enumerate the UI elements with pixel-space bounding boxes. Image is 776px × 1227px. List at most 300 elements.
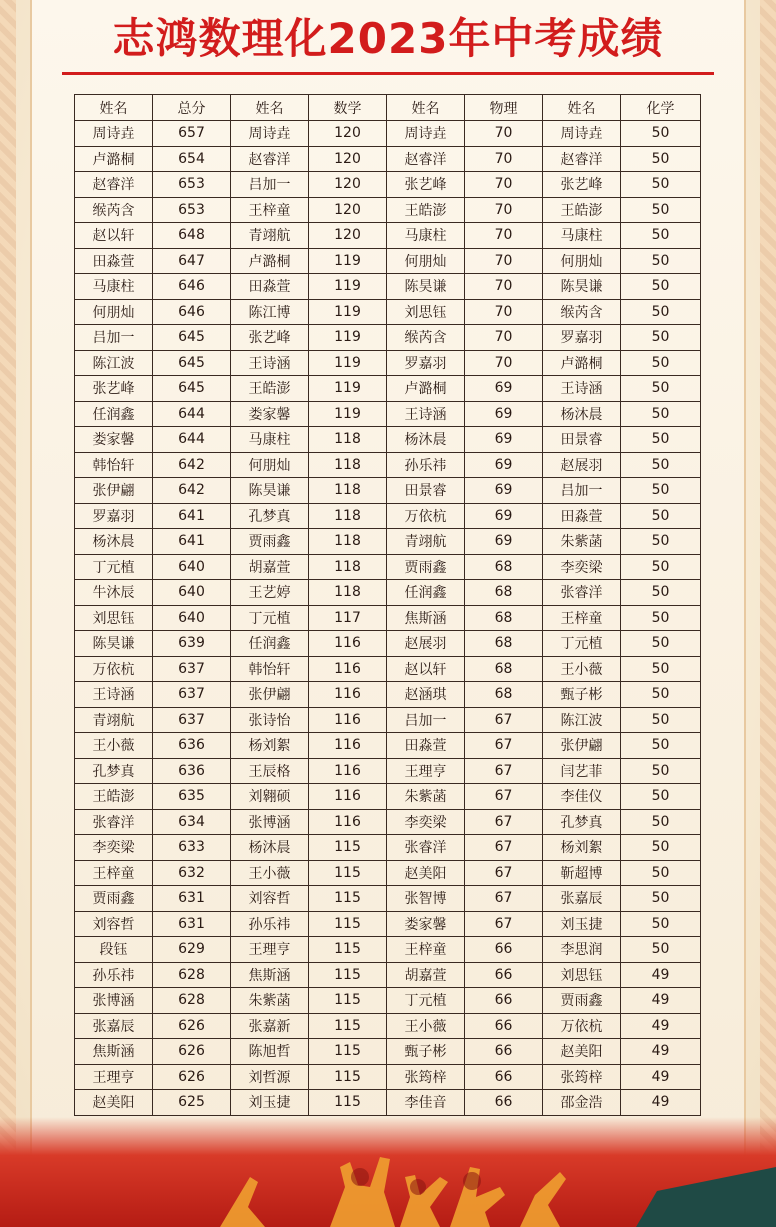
student-name-cell: 青翊航 <box>231 223 309 249</box>
table-row <box>75 784 701 810</box>
score-cell: 645 <box>153 376 231 402</box>
table-row <box>75 554 701 580</box>
student-name-cell: 张艺峰 <box>387 172 465 198</box>
score-cell: 642 <box>153 478 231 504</box>
score-cell: 118 <box>309 452 387 478</box>
student-name-cell: 任润鑫 <box>231 631 309 657</box>
score-cell: 647 <box>153 248 231 274</box>
student-name-cell: 刘思钰 <box>543 962 621 988</box>
table-row <box>75 299 701 325</box>
student-name-cell: 段钰 <box>75 937 153 963</box>
student-name-cell: 王小薇 <box>543 656 621 682</box>
table-row <box>75 809 701 835</box>
student-name-cell: 王梓童 <box>543 605 621 631</box>
score-cell: 635 <box>153 784 231 810</box>
student-name-cell: 田淼萱 <box>387 733 465 759</box>
score-cell: 50 <box>621 248 701 274</box>
score-cell: 645 <box>153 350 231 376</box>
student-name-cell: 吕加一 <box>75 325 153 351</box>
table-row <box>75 1039 701 1065</box>
student-name-cell: 赵睿洋 <box>75 172 153 198</box>
student-name-cell: 孙乐祎 <box>231 911 309 937</box>
score-cell: 115 <box>309 860 387 886</box>
table-row <box>75 962 701 988</box>
student-name-cell: 陈江博 <box>231 299 309 325</box>
student-name-cell: 张博涵 <box>231 809 309 835</box>
score-cell: 67 <box>465 758 543 784</box>
student-name-cell: 赵涵琪 <box>387 682 465 708</box>
right-border-decoration <box>760 0 776 1227</box>
score-cell: 640 <box>153 605 231 631</box>
score-cell: 641 <box>153 503 231 529</box>
score-cell: 67 <box>465 860 543 886</box>
student-name-cell: 王小薇 <box>387 1013 465 1039</box>
score-cell: 642 <box>153 452 231 478</box>
score-cell: 68 <box>465 605 543 631</box>
student-name-cell: 贾雨鑫 <box>543 988 621 1014</box>
score-cell: 657 <box>153 121 231 147</box>
score-cell: 641 <box>153 529 231 555</box>
student-name-cell: 周诗垚 <box>543 121 621 147</box>
score-cell: 50 <box>621 274 701 300</box>
student-name-cell: 罗嘉羽 <box>75 503 153 529</box>
score-cell: 68 <box>465 682 543 708</box>
score-cell: 115 <box>309 988 387 1014</box>
student-name-cell: 万依杭 <box>75 656 153 682</box>
student-name-cell: 张伊翩 <box>543 733 621 759</box>
score-cell: 117 <box>309 605 387 631</box>
table-row <box>75 350 701 376</box>
table-row <box>75 503 701 529</box>
student-name-cell: 丁元植 <box>387 988 465 1014</box>
student-name-cell: 张嘉辰 <box>75 1013 153 1039</box>
score-cell: 67 <box>465 835 543 861</box>
student-name-cell: 罗嘉羽 <box>543 325 621 351</box>
score-cell: 50 <box>621 452 701 478</box>
student-name-cell: 王诗涵 <box>231 350 309 376</box>
score-cell: 646 <box>153 274 231 300</box>
score-cell: 67 <box>465 784 543 810</box>
student-name-cell: 赵睿洋 <box>543 146 621 172</box>
table-row <box>75 937 701 963</box>
student-name-cell: 胡嘉萱 <box>387 962 465 988</box>
score-cell: 50 <box>621 580 701 606</box>
student-name-cell: 张博涵 <box>75 988 153 1014</box>
score-cell: 115 <box>309 1090 387 1116</box>
score-cell: 50 <box>621 937 701 963</box>
table-row <box>75 248 701 274</box>
student-name-cell: 王皓澎 <box>75 784 153 810</box>
score-cell: 49 <box>621 1064 701 1090</box>
score-cell: 118 <box>309 554 387 580</box>
student-name-cell: 吕加一 <box>231 172 309 198</box>
student-name-cell: 青翊航 <box>387 529 465 555</box>
score-cell: 69 <box>465 452 543 478</box>
table-row <box>75 146 701 172</box>
student-name-cell: 杨沐晨 <box>543 401 621 427</box>
student-name-cell: 赵睿洋 <box>231 146 309 172</box>
score-cell: 654 <box>153 146 231 172</box>
table-row <box>75 427 701 453</box>
score-cell: 115 <box>309 886 387 912</box>
table-row <box>75 988 701 1014</box>
student-name-cell: 卢潞桐 <box>231 248 309 274</box>
table-row <box>75 478 701 504</box>
score-cell: 69 <box>465 529 543 555</box>
student-name-cell: 王小薇 <box>231 860 309 886</box>
student-name-cell: 朱紫菡 <box>231 988 309 1014</box>
score-cell: 50 <box>621 631 701 657</box>
score-cell: 119 <box>309 350 387 376</box>
student-name-cell: 刘容哲 <box>75 911 153 937</box>
score-cell: 70 <box>465 248 543 274</box>
student-name-cell: 刘玉捷 <box>543 911 621 937</box>
score-cell: 653 <box>153 172 231 198</box>
score-cell: 645 <box>153 325 231 351</box>
student-name-cell: 卢潞桐 <box>75 146 153 172</box>
score-cell: 637 <box>153 707 231 733</box>
score-cell: 118 <box>309 580 387 606</box>
student-name-cell: 缑芮含 <box>387 325 465 351</box>
student-name-cell: 韩怡轩 <box>231 656 309 682</box>
student-name-cell: 刘玉捷 <box>231 1090 309 1116</box>
table-row <box>75 274 701 300</box>
score-cell: 50 <box>621 605 701 631</box>
table-row <box>75 733 701 759</box>
student-name-cell: 周诗垚 <box>231 121 309 147</box>
table-row <box>75 172 701 198</box>
table-row <box>75 401 701 427</box>
score-cell: 66 <box>465 1039 543 1065</box>
column-header: 姓名 <box>75 95 153 121</box>
score-cell: 50 <box>621 835 701 861</box>
student-name-cell: 丁元植 <box>75 554 153 580</box>
student-name-cell: 田景睿 <box>387 478 465 504</box>
score-cell: 69 <box>465 376 543 402</box>
student-name-cell: 李奕梁 <box>543 554 621 580</box>
score-cell: 115 <box>309 1013 387 1039</box>
score-cell: 50 <box>621 682 701 708</box>
table-row <box>75 121 701 147</box>
score-cell: 120 <box>309 121 387 147</box>
score-cell: 653 <box>153 197 231 223</box>
student-name-cell: 任润鑫 <box>75 401 153 427</box>
student-name-cell: 刘思钰 <box>75 605 153 631</box>
student-name-cell: 张艺峰 <box>231 325 309 351</box>
score-cell: 50 <box>621 223 701 249</box>
score-cell: 116 <box>309 809 387 835</box>
student-name-cell: 杨刘絮 <box>543 835 621 861</box>
score-table <box>74 94 701 1116</box>
score-cell: 640 <box>153 580 231 606</box>
score-cell: 70 <box>465 350 543 376</box>
score-cell: 68 <box>465 656 543 682</box>
score-cell: 50 <box>621 121 701 147</box>
table-body <box>75 121 701 1116</box>
score-cell: 50 <box>621 784 701 810</box>
student-name-cell: 王皓澎 <box>543 197 621 223</box>
score-cell: 50 <box>621 325 701 351</box>
student-name-cell: 刘哲源 <box>231 1064 309 1090</box>
column-header: 化学 <box>621 95 701 121</box>
score-cell: 70 <box>465 223 543 249</box>
score-cell: 632 <box>153 860 231 886</box>
student-name-cell: 张智博 <box>387 886 465 912</box>
student-name-cell: 王诗涵 <box>543 376 621 402</box>
student-name-cell: 何朋灿 <box>543 248 621 274</box>
score-cell: 69 <box>465 503 543 529</box>
score-cell: 69 <box>465 401 543 427</box>
score-cell: 625 <box>153 1090 231 1116</box>
student-name-cell: 杨沐晨 <box>75 529 153 555</box>
student-name-cell: 孔梦真 <box>231 503 309 529</box>
score-cell: 50 <box>621 503 701 529</box>
score-cell: 120 <box>309 146 387 172</box>
student-name-cell: 卢潞桐 <box>543 350 621 376</box>
student-name-cell: 王辰格 <box>231 758 309 784</box>
student-name-cell: 焦斯涵 <box>231 962 309 988</box>
score-cell: 644 <box>153 427 231 453</box>
student-name-cell: 张伊翩 <box>75 478 153 504</box>
table-row <box>75 656 701 682</box>
student-name-cell: 邵金浩 <box>543 1090 621 1116</box>
student-name-cell: 杨沐晨 <box>231 835 309 861</box>
score-cell: 66 <box>465 1090 543 1116</box>
score-cell: 70 <box>465 197 543 223</box>
score-cell: 119 <box>309 376 387 402</box>
score-cell: 119 <box>309 401 387 427</box>
student-name-cell: 孔梦真 <box>75 758 153 784</box>
student-name-cell: 赵以轩 <box>75 223 153 249</box>
score-cell: 70 <box>465 274 543 300</box>
score-cell: 115 <box>309 911 387 937</box>
student-name-cell: 王诗涵 <box>75 682 153 708</box>
student-name-cell: 赵美阳 <box>75 1090 153 1116</box>
score-cell: 628 <box>153 988 231 1014</box>
table-row <box>75 1013 701 1039</box>
score-cell: 50 <box>621 401 701 427</box>
student-name-cell: 孙乐祎 <box>75 962 153 988</box>
student-name-cell: 赵展羽 <box>387 631 465 657</box>
score-cell: 50 <box>621 707 701 733</box>
student-name-cell: 张嘉辰 <box>543 886 621 912</box>
student-name-cell: 张嘉新 <box>231 1013 309 1039</box>
score-cell: 49 <box>621 962 701 988</box>
score-cell: 67 <box>465 707 543 733</box>
student-name-cell: 娄家馨 <box>231 401 309 427</box>
student-name-cell: 王皓澎 <box>231 376 309 402</box>
score-cell: 639 <box>153 631 231 657</box>
student-name-cell: 王梓童 <box>75 860 153 886</box>
student-name-cell: 王小薇 <box>75 733 153 759</box>
student-name-cell: 贾雨鑫 <box>387 554 465 580</box>
score-cell: 120 <box>309 197 387 223</box>
student-name-cell: 王艺婷 <box>231 580 309 606</box>
score-cell: 115 <box>309 1039 387 1065</box>
score-cell: 67 <box>465 886 543 912</box>
score-cell: 49 <box>621 988 701 1014</box>
score-cell: 626 <box>153 1013 231 1039</box>
column-header: 数学 <box>309 95 387 121</box>
score-cell: 50 <box>621 146 701 172</box>
table-row <box>75 707 701 733</box>
score-cell: 636 <box>153 733 231 759</box>
student-name-cell: 张睿洋 <box>387 835 465 861</box>
score-cell: 50 <box>621 478 701 504</box>
student-name-cell: 赵美阳 <box>387 860 465 886</box>
score-cell: 644 <box>153 401 231 427</box>
table-row <box>75 580 701 606</box>
student-name-cell: 李佳音 <box>387 1090 465 1116</box>
score-cell: 628 <box>153 962 231 988</box>
score-cell: 626 <box>153 1064 231 1090</box>
score-cell: 120 <box>309 172 387 198</box>
score-cell: 50 <box>621 656 701 682</box>
score-cell: 68 <box>465 554 543 580</box>
column-header: 总分 <box>153 95 231 121</box>
score-cell: 50 <box>621 376 701 402</box>
student-name-cell: 田淼萱 <box>75 248 153 274</box>
student-name-cell: 胡嘉萱 <box>231 554 309 580</box>
student-name-cell: 吕加一 <box>387 707 465 733</box>
student-name-cell: 马康柱 <box>75 274 153 300</box>
score-cell: 116 <box>309 733 387 759</box>
table-row <box>75 1064 701 1090</box>
score-cell: 118 <box>309 427 387 453</box>
score-cell: 49 <box>621 1090 701 1116</box>
score-cell: 66 <box>465 988 543 1014</box>
score-cell: 633 <box>153 835 231 861</box>
score-cell: 67 <box>465 733 543 759</box>
table-row <box>75 452 701 478</box>
student-name-cell: 任润鑫 <box>387 580 465 606</box>
student-name-cell: 丁元植 <box>231 605 309 631</box>
table-row <box>75 197 701 223</box>
score-cell: 50 <box>621 172 701 198</box>
title-underline <box>62 72 714 75</box>
score-cell: 50 <box>621 733 701 759</box>
table-row <box>75 860 701 886</box>
student-name-cell: 万依杭 <box>387 503 465 529</box>
score-cell: 50 <box>621 529 701 555</box>
score-cell: 116 <box>309 656 387 682</box>
score-cell: 66 <box>465 962 543 988</box>
score-cell: 50 <box>621 554 701 580</box>
score-cell: 66 <box>465 937 543 963</box>
score-cell: 50 <box>621 197 701 223</box>
table-row <box>75 529 701 555</box>
table-row <box>75 605 701 631</box>
score-cell: 69 <box>465 427 543 453</box>
student-name-cell: 万依杭 <box>543 1013 621 1039</box>
table-row <box>75 223 701 249</box>
student-name-cell: 何朋灿 <box>75 299 153 325</box>
student-name-cell: 吕加一 <box>543 478 621 504</box>
student-name-cell: 甄子彬 <box>543 682 621 708</box>
score-cell: 119 <box>309 325 387 351</box>
student-name-cell: 王理亨 <box>387 758 465 784</box>
student-name-cell: 丁元植 <box>543 631 621 657</box>
student-name-cell: 焦斯涵 <box>75 1039 153 1065</box>
student-name-cell: 陈昊谦 <box>75 631 153 657</box>
poster-title: 志鸿数理化2023年中考成绩 <box>112 14 664 63</box>
student-name-cell: 陈旭哲 <box>231 1039 309 1065</box>
student-name-cell: 王梓童 <box>387 937 465 963</box>
student-name-cell: 陈江波 <box>75 350 153 376</box>
table-row <box>75 758 701 784</box>
score-cell: 49 <box>621 1039 701 1065</box>
score-cell: 118 <box>309 478 387 504</box>
score-cell: 66 <box>465 1013 543 1039</box>
column-header: 姓名 <box>231 95 309 121</box>
student-name-cell: 何朋灿 <box>387 248 465 274</box>
score-cell: 115 <box>309 937 387 963</box>
student-name-cell: 周诗垚 <box>387 121 465 147</box>
score-cell: 626 <box>153 1039 231 1065</box>
table-row <box>75 376 701 402</box>
student-name-cell: 刘容哲 <box>231 886 309 912</box>
score-cell: 118 <box>309 503 387 529</box>
student-name-cell: 韩怡轩 <box>75 452 153 478</box>
score-cell: 67 <box>465 911 543 937</box>
student-name-cell: 缑芮含 <box>75 197 153 223</box>
student-name-cell: 马康柱 <box>543 223 621 249</box>
score-cell: 67 <box>465 809 543 835</box>
score-cell: 70 <box>465 146 543 172</box>
score-cell: 631 <box>153 886 231 912</box>
score-cell: 636 <box>153 758 231 784</box>
student-name-cell: 张筠梓 <box>387 1064 465 1090</box>
table-row <box>75 886 701 912</box>
score-cell: 50 <box>621 350 701 376</box>
student-name-cell: 张艺峰 <box>75 376 153 402</box>
score-cell: 118 <box>309 529 387 555</box>
column-header: 姓名 <box>543 95 621 121</box>
score-cell: 637 <box>153 682 231 708</box>
column-header: 姓名 <box>387 95 465 121</box>
student-name-cell: 王诗涵 <box>387 401 465 427</box>
student-name-cell: 马康柱 <box>231 427 309 453</box>
score-cell: 50 <box>621 427 701 453</box>
table-header-row <box>75 95 701 121</box>
student-name-cell: 朱紫菡 <box>387 784 465 810</box>
score-cell: 116 <box>309 707 387 733</box>
score-cell: 646 <box>153 299 231 325</box>
student-name-cell: 赵睿洋 <box>387 146 465 172</box>
student-name-cell: 王理亨 <box>75 1064 153 1090</box>
score-cell: 116 <box>309 758 387 784</box>
score-cell: 68 <box>465 631 543 657</box>
student-name-cell: 陈江波 <box>543 707 621 733</box>
student-name-cell: 张睿洋 <box>75 809 153 835</box>
student-name-cell: 贾雨鑫 <box>231 529 309 555</box>
student-name-cell: 贾雨鑫 <box>75 886 153 912</box>
score-cell: 116 <box>309 784 387 810</box>
student-name-cell: 甄子彬 <box>387 1039 465 1065</box>
student-name-cell: 卢潞桐 <box>387 376 465 402</box>
table-row <box>75 1090 701 1116</box>
score-cell: 70 <box>465 325 543 351</box>
score-cell: 115 <box>309 1064 387 1090</box>
score-cell: 115 <box>309 835 387 861</box>
student-name-cell: 陈昊谦 <box>231 478 309 504</box>
student-name-cell: 田景睿 <box>543 427 621 453</box>
score-cell: 50 <box>621 886 701 912</box>
score-cell: 120 <box>309 223 387 249</box>
student-name-cell: 孔梦真 <box>543 809 621 835</box>
student-name-cell: 张睿洋 <box>543 580 621 606</box>
score-cell: 50 <box>621 299 701 325</box>
